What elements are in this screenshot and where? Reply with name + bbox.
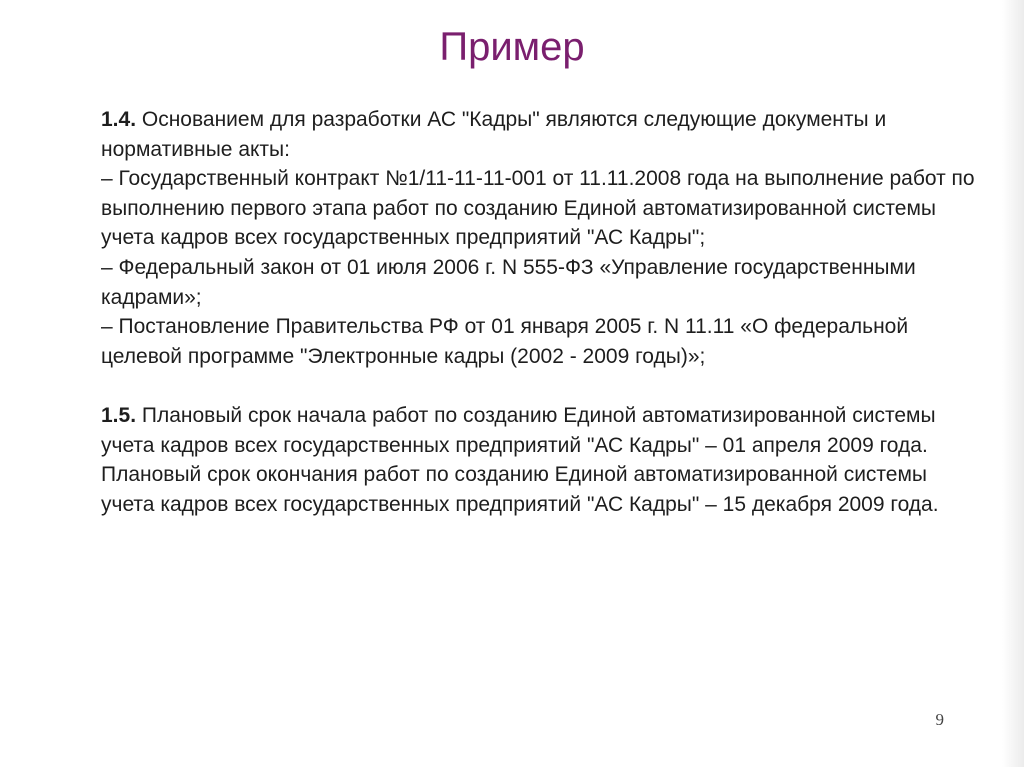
- section-1-4-paragraph-2: – Государственный контракт №1/11-11-11-001 от 11.11.2008 года на выполнение работ по выполнению первого этапа работ по созданию Единой автоматизированной системы учета кадров всех государственных предприятий "АС Кадры";: [101, 167, 975, 250]
- section-1-5-paragraph-2: Плановый срок окончания работ по созданию Единой автоматизированной системы учета кадров всех государственных предприятий "АС Кадры" – 15 декабря 2009 года.: [101, 463, 939, 516]
- section-text: Плановый срок начала работ по созданию Единой автоматизированной системы учета кадров всех государственных предприятий "АС Кадры" – 01 апреля 2009 года.: [101, 403, 936, 457]
- section-text: Основанием для разработки АС "Кадры" являются следующие документы и нормативные акты:: [101, 108, 887, 161]
- section-1-4: [101, 105, 981, 371]
- slide-title: Пример: [439, 25, 585, 69]
- page-number: 9: [935, 710, 944, 729]
- section-number: 1.4.: [101, 108, 137, 131]
- section-1-4-paragraph-1: [101, 105, 981, 164]
- section-1-5-paragraph-1: [101, 401, 981, 460]
- section-number: 1.5.: [101, 403, 137, 427]
- section-1-5: [101, 401, 981, 519]
- section-1-4-paragraph-3: – Федеральный закон от 01 июля 2006 г. N 555-ФЗ «Управление государственными кадрами»;: [101, 255, 916, 309]
- section-1-4-paragraph-4: – Постановление Правительства РФ от 01 января 2005 г. N 11.11 «О федеральной целевой программе "Электронные кадры (2002 - 2009 годы)»;: [101, 315, 909, 368]
- slide-edge-shadow: [1002, 0, 1024, 767]
- slide-body: [101, 105, 981, 519]
